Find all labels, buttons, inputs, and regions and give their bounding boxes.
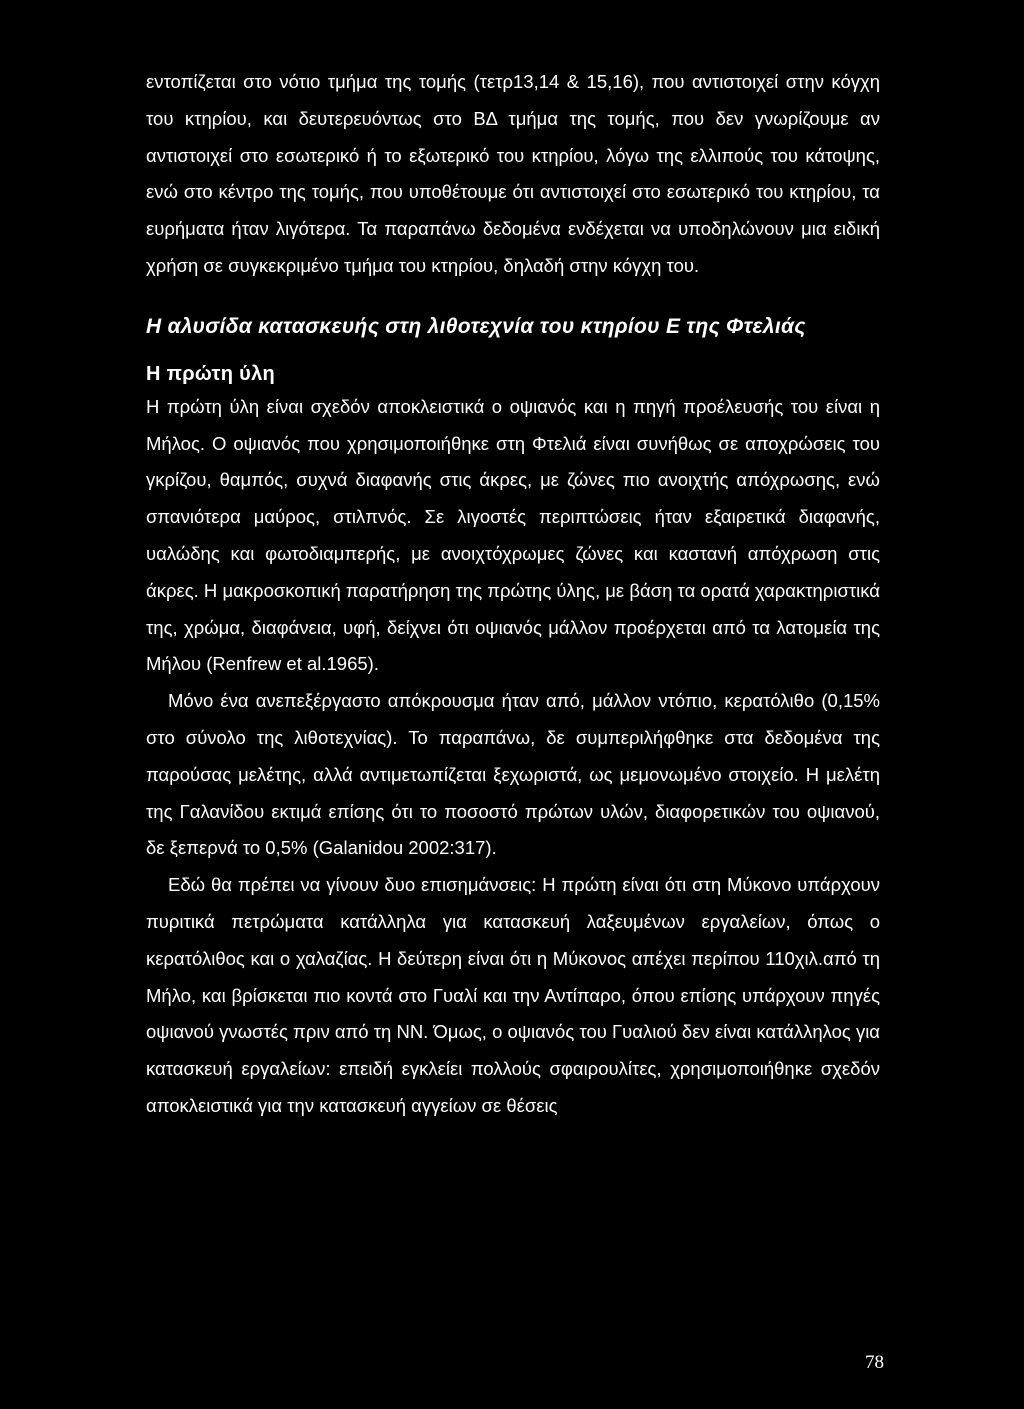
paragraph-raw-material: Η πρώτη ύλη είναι σχεδόν αποκλειστικά ο οψιανός και η πηγή προέλευσής του είναι η Μήλος. Ο οψιανός που χρησιμοποιήθηκε στη Φτελιά είναι συνήθως σε αποχρώσεις του γκρίζου, θαμπός, συχνά διαφανής στις άκρες, με ζώνες πιο ανοιχτής απόχρωσης, ενώ σπανιότερα μαύρος, στιλπνός. Σε λιγοστές περιπτώσεις ήταν εξαιρετικά διαφανής, υαλώδης και φωτοδιαμπερής, με ανοιχτόχρωμες ζώνες και καστανή απόχρωση στις άκρες. Η μακροσκοπική παρατήρηση της πρώτης ύλης, με βάση τα ορατά χαρακτηριστικά της, χρώμα, διαφάνεια, υφή, δείχνει ότι οψιανός μάλλον προέρχεται από τα λατομεία της Μήλου (Renfrew et al.1965).: [146, 395, 880, 675]
page-body: [146, 64, 880, 1125]
subsection-heading: Η πρώτη ύλη: [146, 362, 276, 385]
paragraph-notes: Εδώ θα πρέπει να γίνουν δυο επισημάνσεις: Η πρώτη είναι ότι στη Μύκονο υπάρχουν πυριτικά πετρώματα κατάλληλα για κατασκευή λαξευμένων εργαλείων, όπως ο κερατόλιθος και ο χαλαζίας. Η δεύτερη είναι ότι η Μύκονος απέχει περίπου 110χιλ.από τη Μήλο, και βρίσκεται πιο κοντά στο Γυαλί και την Αντίπαρο, όπου επίσης υπάρχουν πηγές οψιανού γνωστές πριν από τη ΝΝ. Όμως, ο οψιανός του Γυαλιού δεν είναι κατάλληλος για κατασκευή εργαλείων: επειδή εγκλείει πολλούς σφαιρουλίτες, χρησιμοποιήθηκε σχεδόν αποκλειστικά για την κατασκευή αγγείων σε θέσεις: [146, 874, 881, 1116]
page-number: 78: [865, 1352, 884, 1373]
section-heading: Η αλυσίδα κατασκευής στη λιθοτεχνία του κτηρίου Ε της Φτελιάς: [146, 314, 806, 338]
paragraph-intro: εντοπίζεται στο νότιο τμήμα της τομής (τετρ13,14 & 15,16), που αντιστοιχεί στην κόγχη του κτηρίου, και δευτερευόντως στο ΒΔ τμήμα της τομής, που δεν γνωρίζουμε αν αντιστοιχεί στο εσωτερικό ή το εξωτερικό του κτηρίου, λόγω της ελλιπούς του κάτοψης, ενώ στο κέντρο της τομής, που υποθέτουμε ότι αντιστοιχεί στο εσωτερικό του κτηρίου, τα ευρήματα ήταν λιγότερα. Τα παραπάνω δεδομένα ενδέχεται να υποδηλώνουν μια ειδική χρήση σε συγκεκριμένο τμήμα του κτηρίου, δηλαδή στην κόγχη του.: [146, 71, 880, 276]
paragraph-flake: Μόνο ένα ανεπεξέργαστο απόκρουσμα ήταν από, μάλλον ντόπιο, κερατόλιθο (0,15% στο σύνολο της λιθοτεχνίας). Το παραπάνω, δε συμπεριλήφθηκε στα δεδομένα της παρούσας μελέτης, αλλά αντιμετωπίζεται ξεχωριστά, ως μεμονωμένο στοιχείο. Η μελέτη της Γαλανίδου εκτιμά επίσης ότι το ποσοστό πρώτων υλών, διαφορετικών του οψιανού, δε ξεπερνά το 0,5% (Galanidou 2002:317).: [146, 690, 880, 859]
